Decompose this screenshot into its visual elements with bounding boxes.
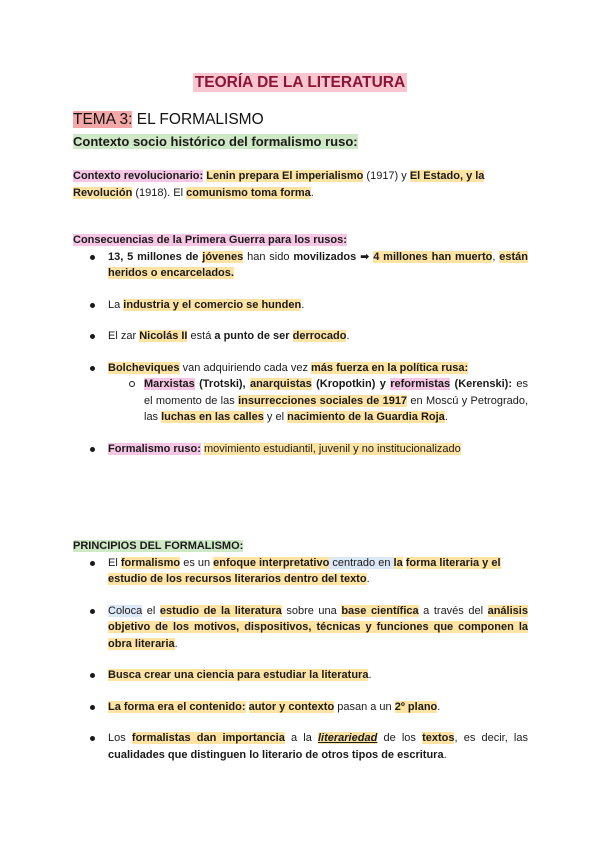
- section-subtitle: Contexto socio histórico del formalismo ruso:: [73, 134, 358, 149]
- tema-heading: TEMA 3: EL FORMALISMO: [73, 111, 264, 128]
- consecuencias-list: [73, 249, 528, 458]
- list-item: Bolcheviques van adquiriendo cada vez más fuerza en la política rusa: Marxistas (Trotski), anarquistas (Kropotkin) y reformistas (Kerenski): es el momento de las insurrecciones sociales de 1917 en Moscú y Petrogrado, las luchas en las calles y el nacimiento de la Guardia Roja.: [73, 360, 528, 426]
- sublist-item: Marxistas (Trotski), anarquistas (Kropotkin) y reformistas (Kerenski): es el momento de las insurrecciones sociales de 1917 en Moscú y Petrogrado, las luchas en las calles y el nacimiento de la Guardia Roja.: [108, 376, 528, 426]
- list-item: La industria y el comercio se hunden.: [73, 297, 528, 314]
- consecuencias-section: [73, 232, 528, 457]
- list-item: 13, 5 millones de jóvenes han sido movilizados ➡ 4 millones han muerto, están heridos o encarcelados.: [73, 249, 528, 282]
- arrow-right-icon: ➡: [356, 250, 374, 263]
- principios-heading: PRINCIPIOS DEL FORMALISMO:: [73, 540, 244, 552]
- document-title: TEORÍA DE LA LITERATURA: [194, 74, 406, 91]
- contexto-paragraph: Contexto revolucionario: Lenin prepara El imperialismo (1917) y El Estado, y la Revolución (1918). El comunismo toma forma.: [73, 170, 485, 199]
- list-item: Coloca el estudio de la literatura sobre una base científica a través del análisis objetivo de los motivos, dispositivos, técnicas y funciones que componen la obra literaria.: [73, 603, 528, 653]
- list-item: Busca crear una ciencia para estudiar la literatura.: [73, 667, 528, 684]
- list-item: Los formalistas dan importancia a la literariedad de los textos, es decir, las cualidades que distinguen lo literario de otros tipos de escritura.: [73, 730, 528, 763]
- principios-list: [73, 555, 528, 764]
- sublist: [108, 376, 528, 426]
- consecuencias-heading: Consecuencias de la Primera Guerra para los rusos:: [73, 234, 347, 246]
- principios-section: [73, 538, 528, 763]
- list-item: El formalismo es un enfoque interpretativo centrado en la forma literaria y el estudio de los recursos literarios dentro del texto.: [73, 555, 528, 588]
- list-item: El zar Nicolás II está a punto de ser derrocado.: [73, 328, 528, 345]
- list-item: Formalismo ruso: movimiento estudiantil, juvenil y no institucionalizado: [73, 441, 528, 458]
- list-item: La forma era el contenido: autor y contexto pasan a un 2º plano.: [73, 699, 528, 716]
